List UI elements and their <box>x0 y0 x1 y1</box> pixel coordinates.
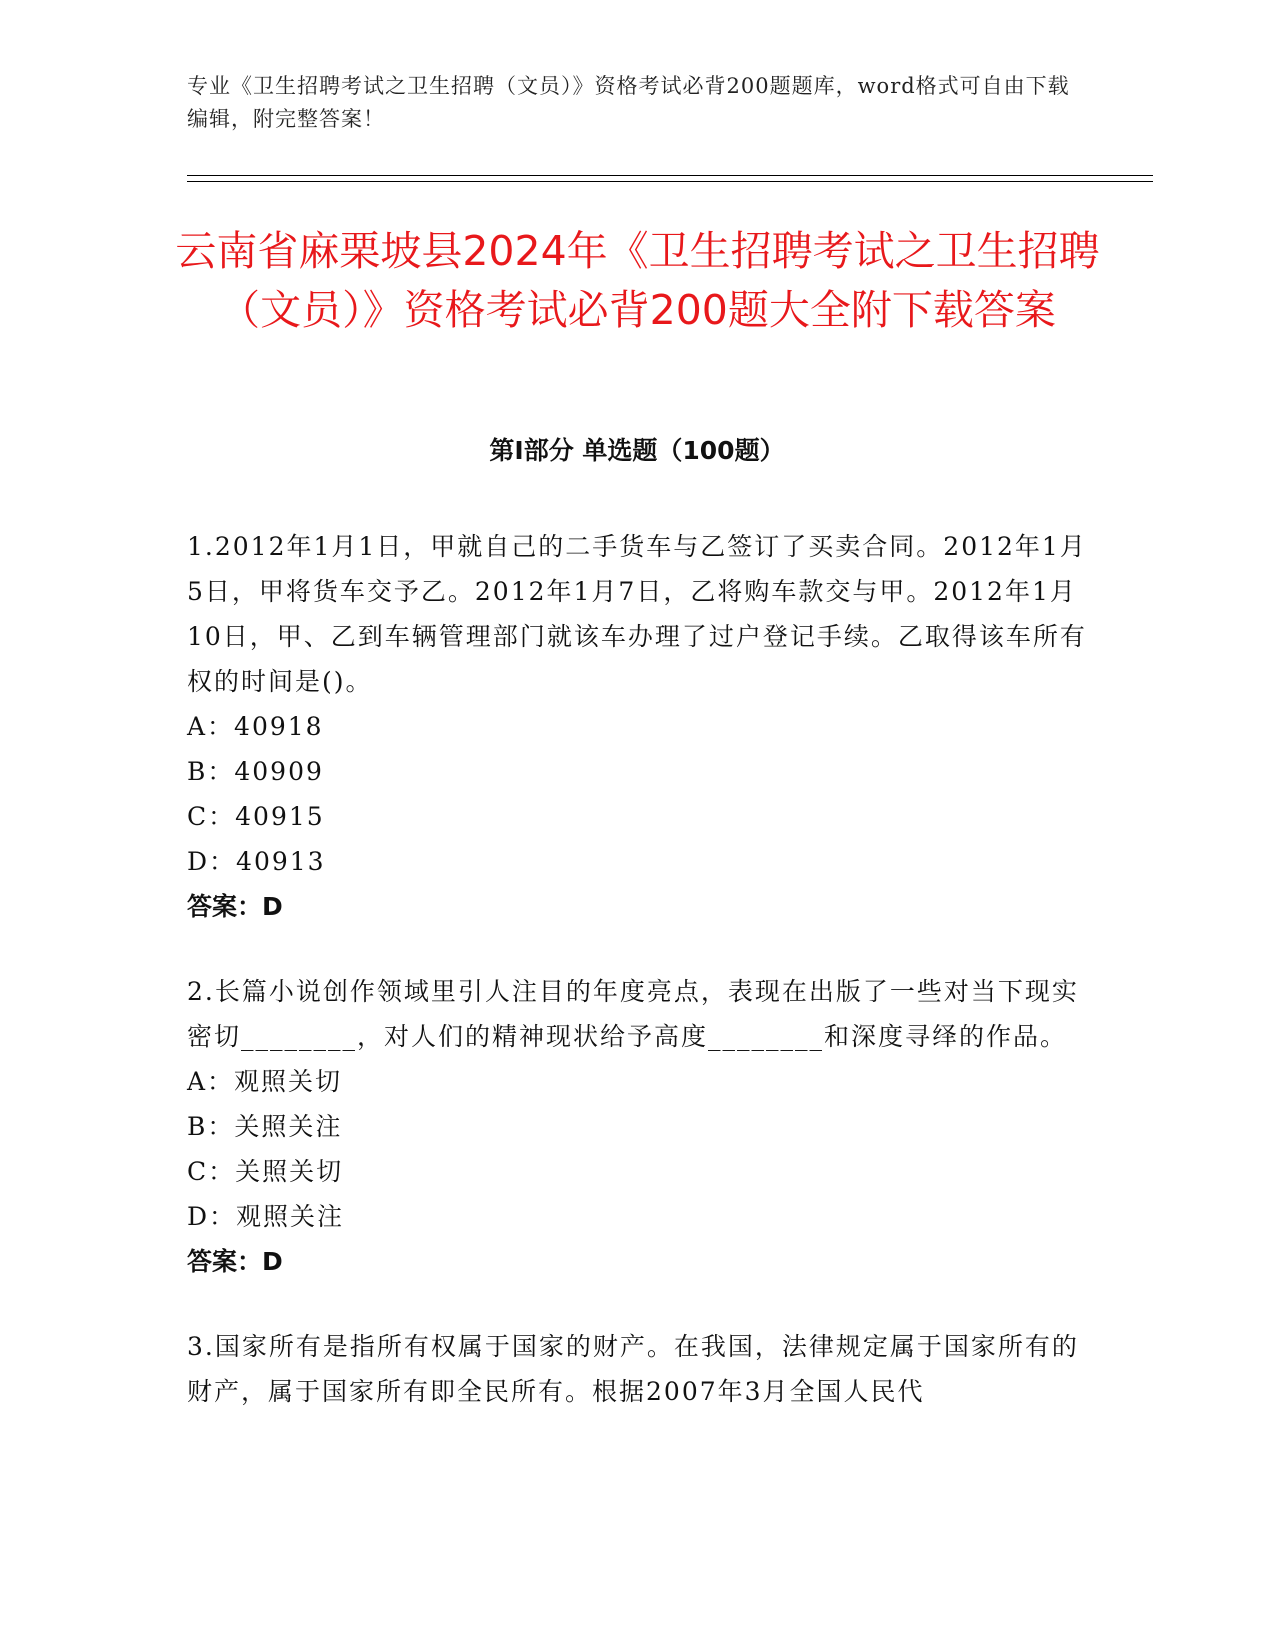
option-a: A：观照关切 <box>187 1067 343 1096</box>
option-c: C：关照关切 <box>187 1157 344 1186</box>
document-title: 云南省麻栗坡县2024年《卫生招聘考试之卫生招聘（文员）》资格考试必背200题大全附下载答案 <box>175 227 1100 334</box>
header-note: 专业《卫生招聘考试之卫生招聘（文员）》资格考试必背200题题库，word格式可自由下载编辑，附完整答案！ <box>187 74 1070 131</box>
answer-line: 答案：D <box>187 1247 283 1276</box>
option-b: B：40909 <box>187 757 324 786</box>
question-3 <box>187 1324 1087 1414</box>
question-text: 2.长篇小说创作领域里引人注目的年度亮点，表现在出版了一些对当下现实密切________，对人们的精神现状给予高度________和深度寻绎的作品。 <box>187 977 1079 1051</box>
question-list <box>187 524 1087 1454</box>
header-rule-bottom <box>187 181 1153 182</box>
option-c: C：40915 <box>187 802 325 831</box>
question-1 <box>187 524 1087 929</box>
answer-line: 答案：D <box>187 892 283 921</box>
option-a: A：40918 <box>187 712 324 741</box>
option-b: B：关照关注 <box>187 1112 343 1141</box>
question-2 <box>187 969 1087 1284</box>
section-heading: 第Ⅰ部分 单选题（100题） <box>489 436 785 465</box>
option-d: D：观照关注 <box>187 1202 345 1231</box>
question-text: 3.国家所有是指所有权属于国家的财产。在我国，法律规定属于国家所有的财产，属于国家所有即全民所有。根据2007年3月全国人民代 <box>187 1332 1079 1406</box>
question-text: 1.2012年1月1日，甲就自己的二手货车与乙签订了买卖合同。2012年1月5日，甲将货车交予乙。2012年1月7日，乙将购车款交与甲。2012年1月10日，甲、乙到车辆管理部门就该车办理了过户登记手续。乙取得该车所有权的时间是()。 <box>187 532 1087 696</box>
option-d: D：40913 <box>187 847 326 876</box>
header-rule-top <box>187 175 1153 176</box>
